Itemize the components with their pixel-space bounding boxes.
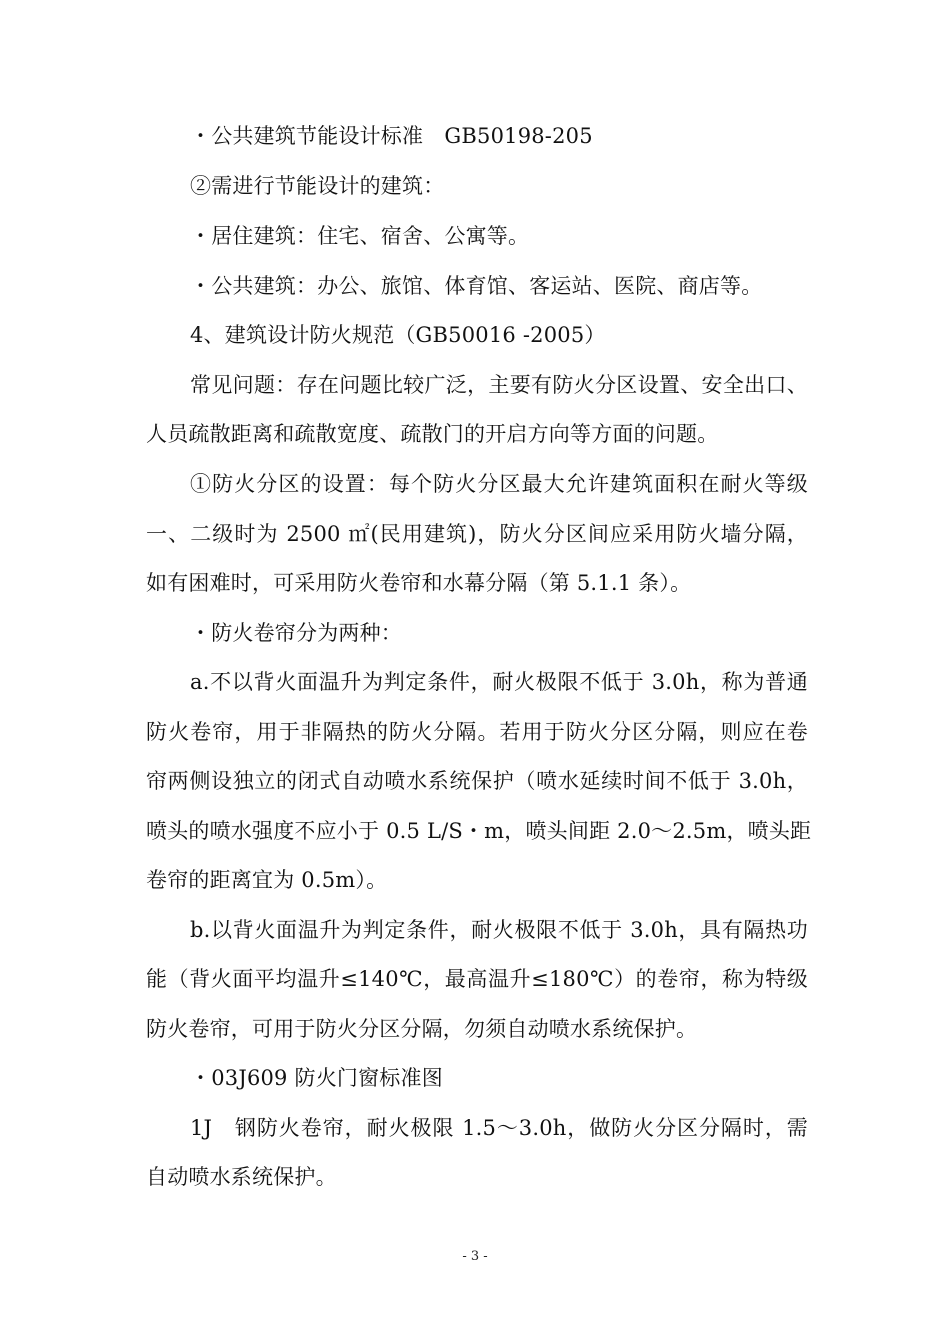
text-line-21: 1J 钢防火卷帘，耐火极限 1.5～3.0h，做防火分区分隔时，需 — [190, 1116, 808, 1140]
text-line-13: 防火卷帘，用于非隔热的防火分隔。若用于防火分区分隔，则应在卷 — [146, 720, 808, 744]
text-line-8: ①防火分区的设置：每个防火分区最大允许建筑面积在耐火等级 — [190, 472, 808, 496]
text-line-17: b.以背火面温升为判定条件，耐火极限不低于 3.0h，具有隔热功 — [190, 918, 808, 942]
text-line-22: 自动喷水系统保护。 — [146, 1165, 337, 1189]
text-line-18: 能（背火面平均温升≤140℃，最高温升≤180℃）的卷帘，称为特级 — [146, 967, 808, 991]
page-number: - 3 - — [462, 1249, 488, 1264]
text-line-12: a.不以背火面温升为判定条件，耐火极限不低于 3.0h，称为普通 — [190, 670, 808, 694]
text-line-9: 一、二级时为 2500 ㎡(民用建筑)，防火分区间应采用防火墙分隔， — [146, 522, 808, 546]
text-line-11: ・防火卷帘分为两种： — [190, 621, 402, 645]
text-line-19: 防火卷帘，可用于防火分区分隔，勿须自动喷水系统保护。 — [146, 1017, 698, 1041]
text-line-2: ②需进行节能设计的建筑： — [190, 174, 445, 198]
text-line-20: ・03J609 防火门窗标准图 — [190, 1066, 443, 1090]
text-line-6: 常见问题：存在问题比较广泛，主要有防火分区设置、安全出口、 — [190, 373, 808, 397]
text-line-3: ・居住建筑：住宅、宿舍、公寓等。 — [190, 224, 530, 248]
text-line-4: ・公共建筑：办公、旅馆、体育馆、客运站、医院、商店等。 — [190, 274, 763, 298]
text-line-7: 人员疏散距离和疏散宽度、疏散门的开启方向等方面的问题。 — [146, 422, 719, 446]
text-line-10: 如有困难时，可采用防火卷帘和水幕分隔（第 5.1.1 条）。 — [146, 571, 692, 595]
text-line-1: ・公共建筑节能设计标准 GB50198-205 — [190, 124, 593, 148]
section-heading: 4、建筑设计防火规范（GB50016 -2005） — [190, 323, 606, 347]
text-line-15: 喷头的喷水强度不应小于 0.5 L/S・m，喷头间距 2.0～2.5m，喷头距 — [146, 819, 812, 843]
text-line-14: 帘两侧设独立的闭式自动喷水系统保护（喷水延续时间不低于 3.0h， — [146, 769, 808, 793]
text-line-16: 卷帘的距离宜为 0.5m）。 — [146, 868, 388, 892]
